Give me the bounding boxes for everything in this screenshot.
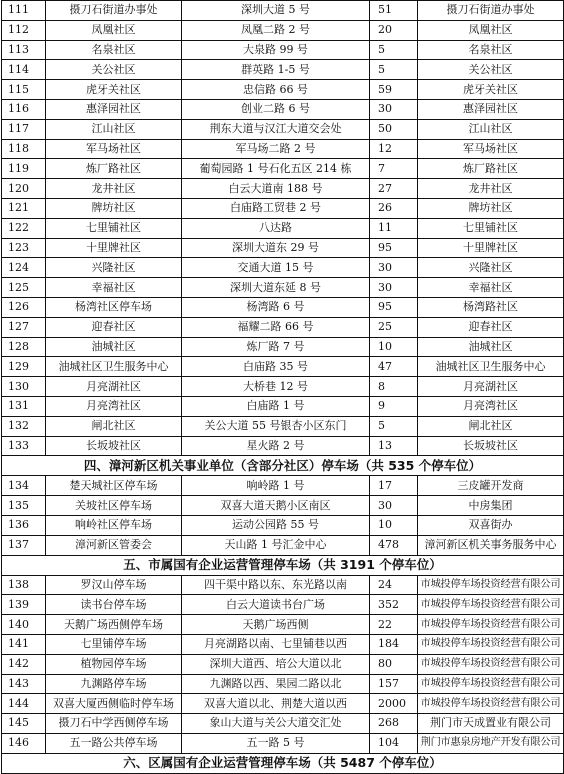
managing-unit-cell: 名泉社区 — [418, 40, 564, 60]
lot-name-cell: 兴隆社区 — [46, 258, 182, 278]
lot-name-cell: 响岭社区停车场 — [46, 515, 182, 535]
row-index-cell: 122 — [2, 218, 46, 238]
space-count-cell: 11 — [370, 218, 418, 238]
space-count-cell: 22 — [370, 615, 418, 635]
row-index-cell: 117 — [2, 119, 46, 139]
lot-name-cell: 七里铺停车场 — [46, 634, 182, 654]
lot-address-cell: 天山路 1 号汇金中心 — [182, 535, 370, 555]
row-index-cell: 113 — [2, 40, 46, 60]
lot-address-cell: 杨湾路 6 号 — [182, 297, 370, 317]
row-index-cell: 136 — [2, 515, 46, 535]
space-count-cell: 25 — [370, 317, 418, 337]
lot-name-cell: 关公社区 — [46, 60, 182, 80]
table-row — [2, 20, 564, 40]
lot-address-cell: 葡萄园路 1 号石化五区 214 栋 — [182, 159, 370, 179]
space-count-cell: 13 — [370, 436, 418, 456]
managing-unit-cell: 虎牙关社区 — [418, 80, 564, 100]
space-count-cell: 12 — [370, 139, 418, 159]
lot-address-cell: 白庙路工贸巷 2 号 — [182, 198, 370, 218]
section-heading-row — [2, 555, 564, 575]
managing-unit-cell: 关公社区 — [418, 60, 564, 80]
lot-name-cell: 牌坊社区 — [46, 198, 182, 218]
lot-name-cell: 双喜大厦西侧临时停车场 — [46, 694, 182, 714]
space-count-cell: 5 — [370, 40, 418, 60]
table-row — [2, 159, 564, 179]
space-count-cell: 30 — [370, 258, 418, 278]
row-index-cell: 144 — [2, 694, 46, 714]
table-row — [2, 515, 564, 535]
lot-address-cell: 福耀二路 66 号 — [182, 317, 370, 337]
lot-name-cell: 油城社区卫生服务中心 — [46, 357, 182, 377]
table-row — [2, 218, 564, 238]
row-index-cell: 132 — [2, 416, 46, 436]
table-row — [2, 357, 564, 377]
table-row — [2, 99, 564, 119]
table-row — [2, 654, 564, 674]
lot-address-cell: 象山大道与关公大道交汇处 — [182, 714, 370, 734]
row-index-cell: 116 — [2, 99, 46, 119]
table-row — [2, 1, 564, 21]
managing-unit-cell: 摄刀石街道办事处 — [418, 1, 564, 21]
table-row — [2, 60, 564, 80]
lot-address-cell: 天鹅广场西侧 — [182, 615, 370, 635]
space-count-cell: 8 — [370, 377, 418, 397]
lot-address-cell: 荆东大道与汉江大道交会处 — [182, 119, 370, 139]
managing-unit-cell: 杨湾路社区 — [418, 297, 564, 317]
row-index-cell: 135 — [2, 496, 46, 516]
space-count-cell: 30 — [370, 496, 418, 516]
lot-address-cell: 忠信路 66 号 — [182, 80, 370, 100]
space-count-cell: 24 — [370, 575, 418, 595]
lot-address-cell: 大泉路 99 号 — [182, 40, 370, 60]
section-heading-row — [2, 456, 564, 476]
lot-address-cell: 运动公园路 55 号 — [182, 515, 370, 535]
managing-unit-cell: 市城投停车场投资经营有限公司 — [418, 634, 564, 654]
lot-address-cell: 大桥巷 12 号 — [182, 377, 370, 397]
managing-unit-cell: 油城社区 — [418, 337, 564, 357]
row-index-cell: 137 — [2, 535, 46, 555]
table-row — [2, 278, 564, 298]
space-count-cell: 17 — [370, 476, 418, 496]
table-row — [2, 258, 564, 278]
table-row — [2, 139, 564, 159]
table-row — [2, 694, 564, 714]
managing-unit-cell: 市城投停车场投资经营有限公司 — [418, 575, 564, 595]
managing-unit-cell: 漳河新区机关事务服务中心 — [418, 535, 564, 555]
lot-address-cell: 创业二路 6 号 — [182, 99, 370, 119]
lot-name-cell: 植物园停车场 — [46, 654, 182, 674]
lot-address-cell: 白云大道南 188 号 — [182, 179, 370, 199]
table-row — [2, 337, 564, 357]
lot-address-cell: 响岭路 1 号 — [182, 476, 370, 496]
table-row — [2, 476, 564, 496]
table-row — [2, 674, 564, 694]
managing-unit-cell: 市城投停车场投资经营有限公司 — [418, 595, 564, 615]
lot-name-cell: 罗汉山停车场 — [46, 575, 182, 595]
lot-name-cell: 惠泽园社区 — [46, 99, 182, 119]
table-row — [2, 535, 564, 555]
space-count-cell: 9 — [370, 396, 418, 416]
row-index-cell: 112 — [2, 20, 46, 40]
section-heading: 四、漳河新区机关事业单位（含部分社区）停车场（共 535 个停车位） — [2, 456, 564, 476]
table-row — [2, 396, 564, 416]
space-count-cell: 80 — [370, 654, 418, 674]
row-index-cell: 124 — [2, 258, 46, 278]
space-count-cell: 478 — [370, 535, 418, 555]
lot-name-cell: 关坡社区停车场 — [46, 496, 182, 516]
lot-name-cell: 五一路公共停车场 — [46, 733, 182, 753]
lot-address-cell: 群英路 1-5 号 — [182, 60, 370, 80]
section-heading: 五、市属国有企业运营管理停车场（共 3191 个停车位） — [2, 555, 564, 575]
table-row — [2, 119, 564, 139]
space-count-cell: 51 — [370, 1, 418, 21]
row-index-cell: 120 — [2, 179, 46, 199]
table-row — [2, 377, 564, 397]
space-count-cell: 47 — [370, 357, 418, 377]
row-index-cell: 140 — [2, 615, 46, 635]
managing-unit-cell: 七里铺社区 — [418, 218, 564, 238]
row-index-cell: 141 — [2, 634, 46, 654]
row-index-cell: 146 — [2, 733, 46, 753]
lot-address-cell: 交通大道 15 号 — [182, 258, 370, 278]
lot-name-cell: 漳河新区管委会 — [46, 535, 182, 555]
row-index-cell: 123 — [2, 238, 46, 258]
table-row — [2, 714, 564, 734]
lot-name-cell: 炼厂路社区 — [46, 159, 182, 179]
lot-name-cell: 月亮湾社区 — [46, 396, 182, 416]
lot-name-cell: 读书台停车场 — [46, 595, 182, 615]
space-count-cell: 268 — [370, 714, 418, 734]
managing-unit-cell: 迎春社区 — [418, 317, 564, 337]
space-count-cell: 30 — [370, 99, 418, 119]
managing-unit-cell: 牌坊社区 — [418, 198, 564, 218]
lot-name-cell: 摄刀石街道办事处 — [46, 1, 182, 21]
space-count-cell: 352 — [370, 595, 418, 615]
space-count-cell: 10 — [370, 337, 418, 357]
managing-unit-cell: 双喜街办 — [418, 515, 564, 535]
lot-name-cell: 虎牙关社区 — [46, 80, 182, 100]
lot-address-cell: 五一路 5 号 — [182, 733, 370, 753]
lot-address-cell: 九渊路以西、果园二路以北 — [182, 674, 370, 694]
space-count-cell: 95 — [370, 297, 418, 317]
lot-name-cell: 凤凰社区 — [46, 20, 182, 40]
lot-name-cell: 摄刀石中学西侧停车场 — [46, 714, 182, 734]
table-body — [2, 1, 564, 774]
lot-address-cell: 炼厂路 7 号 — [182, 337, 370, 357]
row-index-cell: 130 — [2, 377, 46, 397]
lot-name-cell: 江山社区 — [46, 119, 182, 139]
space-count-cell: 104 — [370, 733, 418, 753]
managing-unit-cell: 油城社区卫生服务中心 — [418, 357, 564, 377]
managing-unit-cell: 荆门市惠泉房地产开发有限公司 — [418, 733, 564, 753]
row-index-cell: 121 — [2, 198, 46, 218]
managing-unit-cell: 军马场社区 — [418, 139, 564, 159]
row-index-cell: 131 — [2, 396, 46, 416]
managing-unit-cell: 市城投停车场投资经营有限公司 — [418, 654, 564, 674]
managing-unit-cell: 市城投停车场投资经营有限公司 — [418, 674, 564, 694]
table-row — [2, 40, 564, 60]
table-row — [2, 198, 564, 218]
lot-name-cell: 楚天城社区停车场 — [46, 476, 182, 496]
lot-address-cell: 白庙路 35 号 — [182, 357, 370, 377]
space-count-cell: 30 — [370, 278, 418, 298]
managing-unit-cell: 中房集团 — [418, 496, 564, 516]
space-count-cell: 95 — [370, 238, 418, 258]
lot-address-cell: 深圳大道东 29 号 — [182, 238, 370, 258]
lot-address-cell: 双喜大道以北、荆楚大道以西 — [182, 694, 370, 714]
lot-address-cell: 关公大道 55 号银杏小区东门 — [182, 416, 370, 436]
lot-name-cell: 油城社区 — [46, 337, 182, 357]
lot-address-cell: 月亮湖路以南、七里铺巷以西 — [182, 634, 370, 654]
table-row — [2, 238, 564, 258]
lot-address-cell: 白云大道读书台广场 — [182, 595, 370, 615]
managing-unit-cell: 惠泽园社区 — [418, 99, 564, 119]
managing-unit-cell: 龙井社区 — [418, 179, 564, 199]
lot-address-cell: 白庙路 1 号 — [182, 396, 370, 416]
managing-unit-cell: 市城投停车场投资经营有限公司 — [418, 694, 564, 714]
lot-name-cell: 龙井社区 — [46, 179, 182, 199]
managing-unit-cell: 月亮湖社区 — [418, 377, 564, 397]
lot-name-cell: 九渊路停车场 — [46, 674, 182, 694]
lot-address-cell: 星火路 2 号 — [182, 436, 370, 456]
lot-address-cell: 深圳大道西、培公大道以北 — [182, 654, 370, 674]
lot-name-cell: 幸福社区 — [46, 278, 182, 298]
lot-address-cell: 双喜大道天鹅小区南区 — [182, 496, 370, 516]
lot-name-cell: 长坂坡社区 — [46, 436, 182, 456]
lot-name-cell: 军马场社区 — [46, 139, 182, 159]
space-count-cell: 27 — [370, 179, 418, 199]
table-row — [2, 179, 564, 199]
lot-name-cell: 闸北社区 — [46, 416, 182, 436]
space-count-cell: 20 — [370, 20, 418, 40]
row-index-cell: 115 — [2, 80, 46, 100]
table-row — [2, 733, 564, 753]
managing-unit-cell: 月亮湾社区 — [418, 396, 564, 416]
lot-name-cell: 迎春社区 — [46, 317, 182, 337]
lot-address-cell: 军马场二路 2 号 — [182, 139, 370, 159]
section-heading: 六、区属国有企业运营管理停车场（共 5487 个停车位） — [2, 753, 564, 773]
row-index-cell: 128 — [2, 337, 46, 357]
managing-unit-cell: 长坂坡社区 — [418, 436, 564, 456]
lot-name-cell: 天鹅广场西侧停车场 — [46, 615, 182, 635]
space-count-cell: 184 — [370, 634, 418, 654]
row-index-cell: 127 — [2, 317, 46, 337]
managing-unit-cell: 炼厂路社区 — [418, 159, 564, 179]
row-index-cell: 111 — [2, 1, 46, 21]
table-row — [2, 634, 564, 654]
lot-name-cell: 月亮湖社区 — [46, 377, 182, 397]
table-row — [2, 575, 564, 595]
table-row — [2, 416, 564, 436]
space-count-cell: 59 — [370, 80, 418, 100]
lot-address-cell: 四干渠中路以东、东光路以南 — [182, 575, 370, 595]
space-count-cell: 5 — [370, 60, 418, 80]
managing-unit-cell: 市城投停车场投资经营有限公司 — [418, 615, 564, 635]
space-count-cell: 2000 — [370, 694, 418, 714]
row-index-cell: 145 — [2, 714, 46, 734]
row-index-cell: 133 — [2, 436, 46, 456]
managing-unit-cell: 凤凰社区 — [418, 20, 564, 40]
table-row — [2, 297, 564, 317]
managing-unit-cell: 闸北社区 — [418, 416, 564, 436]
lot-address-cell: 深圳大道 5 号 — [182, 1, 370, 21]
table-row — [2, 496, 564, 516]
table-row — [2, 317, 564, 337]
space-count-cell: 50 — [370, 119, 418, 139]
table-row — [2, 436, 564, 456]
space-count-cell: 157 — [370, 674, 418, 694]
table-row — [2, 615, 564, 635]
row-index-cell: 134 — [2, 476, 46, 496]
managing-unit-cell: 三皮罐开发商 — [418, 476, 564, 496]
lot-address-cell: 凤凰二路 2 号 — [182, 20, 370, 40]
lot-name-cell: 杨湾社区停车场 — [46, 297, 182, 317]
row-index-cell: 125 — [2, 278, 46, 298]
row-index-cell: 118 — [2, 139, 46, 159]
space-count-cell: 10 — [370, 515, 418, 535]
lot-address-cell: 深圳大道东延 8 号 — [182, 278, 370, 298]
row-index-cell: 142 — [2, 654, 46, 674]
lot-address-cell: 八达路 — [182, 218, 370, 238]
row-index-cell: 119 — [2, 159, 46, 179]
row-index-cell: 126 — [2, 297, 46, 317]
row-index-cell: 138 — [2, 575, 46, 595]
managing-unit-cell: 江山社区 — [418, 119, 564, 139]
section-heading-row — [2, 753, 564, 773]
managing-unit-cell: 荆门市天成置业有限公司 — [418, 714, 564, 734]
row-index-cell: 114 — [2, 60, 46, 80]
row-index-cell: 143 — [2, 674, 46, 694]
table-row — [2, 595, 564, 615]
managing-unit-cell: 幸福社区 — [418, 278, 564, 298]
managing-unit-cell: 兴隆社区 — [418, 258, 564, 278]
lot-name-cell: 七里铺社区 — [46, 218, 182, 238]
space-count-cell: 26 — [370, 198, 418, 218]
space-count-cell: 7 — [370, 159, 418, 179]
parking-lot-table — [1, 0, 564, 774]
row-index-cell: 129 — [2, 357, 46, 377]
row-index-cell: 139 — [2, 595, 46, 615]
lot-name-cell: 十里牌社区 — [46, 238, 182, 258]
managing-unit-cell: 十里牌社区 — [418, 238, 564, 258]
table-row — [2, 80, 564, 100]
space-count-cell: 5 — [370, 416, 418, 436]
lot-name-cell: 名泉社区 — [46, 40, 182, 60]
